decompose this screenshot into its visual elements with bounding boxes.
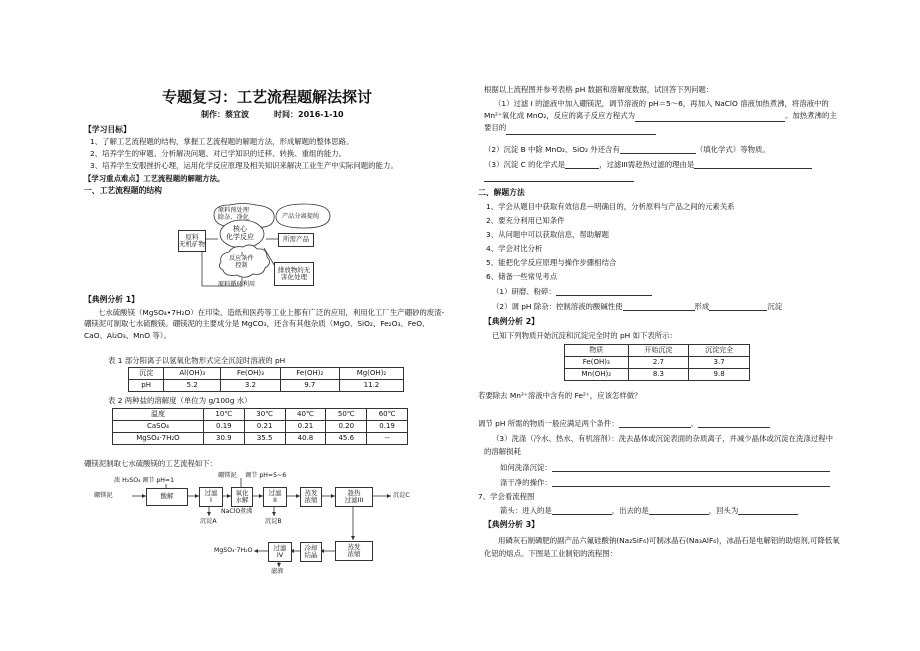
question-3-text: （3）沉淀 C 的化学式是 xyxy=(484,160,566,169)
answer-blank[interactable] xyxy=(635,121,785,122)
flow-box-evaporate1 xyxy=(300,487,322,507)
diagram-recycle: 原料循环利用 xyxy=(218,281,256,288)
flow-box-cool xyxy=(300,542,322,562)
table-cell: 沉淀完全 xyxy=(689,345,750,357)
table-cell: 50℃ xyxy=(326,409,367,421)
answer-blank[interactable] xyxy=(619,427,691,428)
focus-line: 【学习重点难点】工艺流程题的解题方法。 xyxy=(84,174,225,183)
answer-blank[interactable] xyxy=(738,514,798,515)
table-cell: 物质 xyxy=(565,345,629,357)
flow-reagent-boron: 硼镁泥 xyxy=(218,472,237,479)
table-cell: Fe(OH)₂ xyxy=(280,368,339,380)
wash-check xyxy=(500,478,830,487)
method-ph xyxy=(492,302,782,311)
question-ph-text: 调节 pH 所需的物质一般应满足两个条件： xyxy=(478,419,619,428)
table-cell: 30℃ xyxy=(244,409,285,421)
table-cell: pH xyxy=(129,380,164,392)
table-cell: 5.2 xyxy=(164,380,221,392)
question-2-tail: （填化学式）等物质。 xyxy=(695,145,770,154)
table-cell: Fe(OH)₃ xyxy=(221,368,280,380)
flow-box-label: 酸解 xyxy=(160,492,174,501)
example3-heading: 【典例分析 3】 xyxy=(484,520,539,529)
flow-caption: 硼镁泥制取七水硫酸镁的工艺流程如下： xyxy=(84,459,218,468)
table-cell: 温度 xyxy=(113,409,204,421)
table-cell: 8.3 xyxy=(628,369,689,381)
question-1-tail: 。加热煮沸的主要目的 xyxy=(484,111,837,133)
flow-reagent-h2so4: 浓 H₂SO₄ xyxy=(114,477,141,484)
example3-text: 用磷灰石制磷肥的副产品六氟硅酸钠(Na₂SiF₆)可制冰晶石(Na₃AlF₆)，冰晶石是电解铝的助熔剂,可降低氧化铝的熔点。下图是工业制铝的流程图： xyxy=(484,536,840,558)
answer-blank[interactable] xyxy=(698,427,770,428)
answer-blank[interactable] xyxy=(620,153,696,154)
method-item: 6、储备一些常见考点 xyxy=(486,272,558,281)
section2-heading: 二、解题方法 xyxy=(478,188,525,197)
table-cell: 60℃ xyxy=(367,409,408,421)
right-intro: 根据以上流程图并参考表格 pH 数据和溶解度数据，试回答下列问题： xyxy=(484,85,714,94)
question-2 xyxy=(484,145,770,154)
answer-blank[interactable] xyxy=(649,514,709,515)
table-cell: 45.6 xyxy=(326,433,367,445)
flow-boil: 煮沸 xyxy=(240,508,253,515)
example2-intro: 已知下列物质开始沉淀和沉淀完全时的 pH 如下表所示： xyxy=(492,331,677,340)
goal-item: 1、了解工艺流程题的结构，掌握工艺流程题的解题方法，形成解题的整体思路。 xyxy=(90,137,354,146)
question-1 xyxy=(484,98,840,135)
table-cell: 0.21 xyxy=(244,421,285,433)
section1-heading: 一、工艺流程题的结构 xyxy=(84,186,162,195)
flow-box-label: 过滤 IV xyxy=(273,543,287,559)
table-cell: 2.7 xyxy=(628,357,689,369)
example1-heading: 【典例分析 1】 xyxy=(84,295,139,304)
arrow-back-text: ，回头为 xyxy=(708,506,739,515)
table-cell: 10℃ xyxy=(203,409,244,421)
table-cell: MgSO₄·7H₂O xyxy=(113,433,204,445)
table-cell: Al(OH)₃ xyxy=(164,368,221,380)
table-cell: 0.19 xyxy=(203,421,244,433)
table-cell: CaSO₄ xyxy=(113,421,204,433)
answer-blank[interactable] xyxy=(552,471,830,472)
flow-box-label: 蒸发 浓缩 xyxy=(304,488,318,504)
flow-ppt-c: 沉淀C xyxy=(393,492,410,499)
example1-intro: 七水硫酸镁（MgSO₄•7H₂O）在印染、造纸和医药等工业上都有广泛的应用，利用化工厂生产硼砂的废渣-硼镁泥可制取七水硫酸镁。硼镁泥的主要成分是 MgCO₃，还含有其他杂质（MgO、SiO₂、Fe₂O₃、FeO、CaO、Al₂O₃、MnO 等）。 xyxy=(84,308,445,340)
table-cell: 40.8 xyxy=(285,433,326,445)
answer-blank[interactable] xyxy=(623,310,695,311)
flow-box-label: 冷却 结晶 xyxy=(304,543,318,559)
flow-box-acid xyxy=(146,488,188,506)
flow-box-label: 过滤 II xyxy=(268,488,282,504)
table-cell: 开始沉淀 xyxy=(628,345,689,357)
table-cell: 9.8 xyxy=(689,369,750,381)
read-flow: 7、学会看流程图 xyxy=(478,492,535,501)
table-cell: Mg(OH)₂ xyxy=(339,368,403,380)
table-cell: 40℃ xyxy=(285,409,326,421)
author-line: 制作：蔡宜波 xyxy=(201,110,249,119)
flow-box-evaporate2 xyxy=(335,541,373,561)
method-ph-mid: 形成 xyxy=(694,302,710,311)
flow-box-hot-filter xyxy=(335,487,373,507)
wash-method: （3）洗涤（冷水、热水、有机溶剂）：洗去晶体或沉淀表面的杂质离子，并减少晶体或沉淀在洗涤过程中的溶解损耗 xyxy=(484,434,833,456)
question-2-text: （2）沉淀 B 中除 MnO₂、SiO₂ 外还含有 xyxy=(484,145,620,154)
table-cell: 35.5 xyxy=(244,433,285,445)
answer-blank[interactable] xyxy=(709,310,767,311)
table-cell: Mn(OH)₂ xyxy=(565,369,629,381)
goal-item: 2、培养学生的审题、分析解决问题、对已学知识的迁移、转换、重组的能力。 xyxy=(90,149,346,158)
goal-item: 3、培养学生安服挫折心理，运用化学反应原理及相关知识来解决工业生产中实际问题的能力。 xyxy=(90,161,398,170)
diagram-waste-label: 排放物的无 害化处理 xyxy=(277,265,311,281)
answer-blank[interactable] xyxy=(484,181,634,182)
study-goals-heading: 【学习目标】 xyxy=(84,125,131,134)
method-item: 2、要充分利用已知条件 xyxy=(486,216,565,225)
table2-caption: 表 2 两种盐的溶解度（单位为 g/100g 水） xyxy=(108,396,252,405)
table-cell: 0.19 xyxy=(367,421,408,433)
table-row xyxy=(565,357,750,369)
table-cell: 0.20 xyxy=(326,421,367,433)
flow-product: MgSO₄·7H₂O xyxy=(214,547,253,554)
answer-blank[interactable] xyxy=(556,295,652,296)
table-cell: 11.2 xyxy=(339,380,403,392)
method-ph-text: （2）调 pH 除杂：控制溶液的酸碱性使 xyxy=(492,302,623,311)
flow-box-label: 趁热 过滤III xyxy=(344,488,364,504)
flow-naclo: NaClO xyxy=(221,508,241,515)
time-line: 时间：2016-1-10 xyxy=(274,110,344,119)
table-cell: 3.2 xyxy=(221,380,280,392)
flow-ppt-b: 沉淀B xyxy=(265,518,282,525)
answer-blank[interactable] xyxy=(565,168,599,169)
flow-filtrate: 滤液 xyxy=(271,568,284,575)
flow-box-filter1 xyxy=(199,487,223,507)
table-cell: 沉淀 xyxy=(129,368,164,380)
wash-how-text: 如何洗涤沉淀： xyxy=(500,463,552,472)
method-grinding xyxy=(492,287,652,296)
flow-box-label: 过滤 I xyxy=(204,488,218,504)
wash-check-text: 涤干净的操作： xyxy=(500,478,552,487)
table-cell: 9.7 xyxy=(280,380,339,392)
question-3-tail: ，过滤III需趁热过滤的理由是 xyxy=(599,160,695,169)
diagram-pretreat: 原料预处理 除杂、净化 xyxy=(218,207,249,221)
example2-heading: 【典例分析 2】 xyxy=(484,317,539,326)
flow-box-label: 蒸发 浓缩 xyxy=(347,542,361,558)
table-row xyxy=(565,345,750,357)
answer-blank[interactable] xyxy=(552,486,830,487)
page-title: 专题复习：工艺流程题解法探讨 xyxy=(162,88,373,106)
table-cell: 3.7 xyxy=(689,357,750,369)
diagram-product-label: 所需产品 xyxy=(283,235,309,244)
diagram-raw-label: 原料 无机矿物 xyxy=(179,232,205,248)
diagram-core: 核心 化学反应 xyxy=(226,225,254,241)
question-1-text: （1）过滤 I 的滤液中加入硼镁泥，调节溶液的 pH＝5～6，再加入 NaClO 溶液加热煮沸，将溶液中的 Mn²⁺氧化成 MnO₂，反应的离子反应方程式为 xyxy=(484,99,829,121)
answer-blank[interactable] xyxy=(506,134,656,135)
arrow-meaning xyxy=(500,506,798,515)
flow-adjust-ph1: 调节 pH=1 xyxy=(142,477,175,484)
table-cell: -- xyxy=(367,433,408,445)
flow-adjust-ph56: 调节 pH=5~6 xyxy=(245,472,287,479)
flow-box-filter4 xyxy=(268,542,292,562)
method-ph-tail: 沉淀 xyxy=(767,302,783,311)
method-item: 5、能把化学反应原理与操作步骤相结合 xyxy=(486,258,617,267)
wash-how xyxy=(500,463,830,472)
flow-raw-material: 硼镁泥 xyxy=(94,492,113,499)
table-cell: 30.9 xyxy=(203,433,244,445)
flow-box-filter2 xyxy=(263,487,287,507)
table-cell: 0.21 xyxy=(285,421,326,433)
flow-ppt-a: 沉淀A xyxy=(200,518,217,525)
table3 xyxy=(564,344,750,381)
arrow-out-text: ，出去的是 xyxy=(611,506,649,515)
method-grinding-text: （1）研磨、粉碎： xyxy=(492,287,556,296)
flow-box-label: 氧化 水解 xyxy=(235,488,249,504)
method-item: 1、学会从题目中获取有效信息—明确目的，分析原料与产品之间的元素关系 xyxy=(486,202,735,211)
process-flow-lines xyxy=(78,0,450,640)
method-item: 3、从问题中可以获取信息，帮助解题 xyxy=(486,230,609,239)
question-ph-conditions: 调节 pH 所需的物质一般应满足两个条件： 、 xyxy=(478,419,770,428)
table-row xyxy=(565,369,750,381)
answer-blank[interactable] xyxy=(552,514,612,515)
table1-caption: 表 1 部分阳离子以氢氧化物形式完全沉淀时溶液的 pH xyxy=(108,356,286,365)
method-item: 4、学会对比分析 xyxy=(486,244,543,253)
table-cell: Fe(OH)₃ xyxy=(565,357,629,369)
question-3 xyxy=(484,160,812,169)
answer-blank[interactable] xyxy=(694,168,812,169)
question-mn: 若要除去 Mn²⁺溶液中含有的 Fe²⁺，应该怎样做？ xyxy=(478,391,642,400)
diagram-control: 反应条件 控制 xyxy=(229,255,254,269)
diagram-separate: 产品分离提纯 xyxy=(282,213,320,220)
arrow-in-text: 箭头：进入的是 xyxy=(500,506,552,515)
flow-box-oxidize xyxy=(231,487,253,507)
